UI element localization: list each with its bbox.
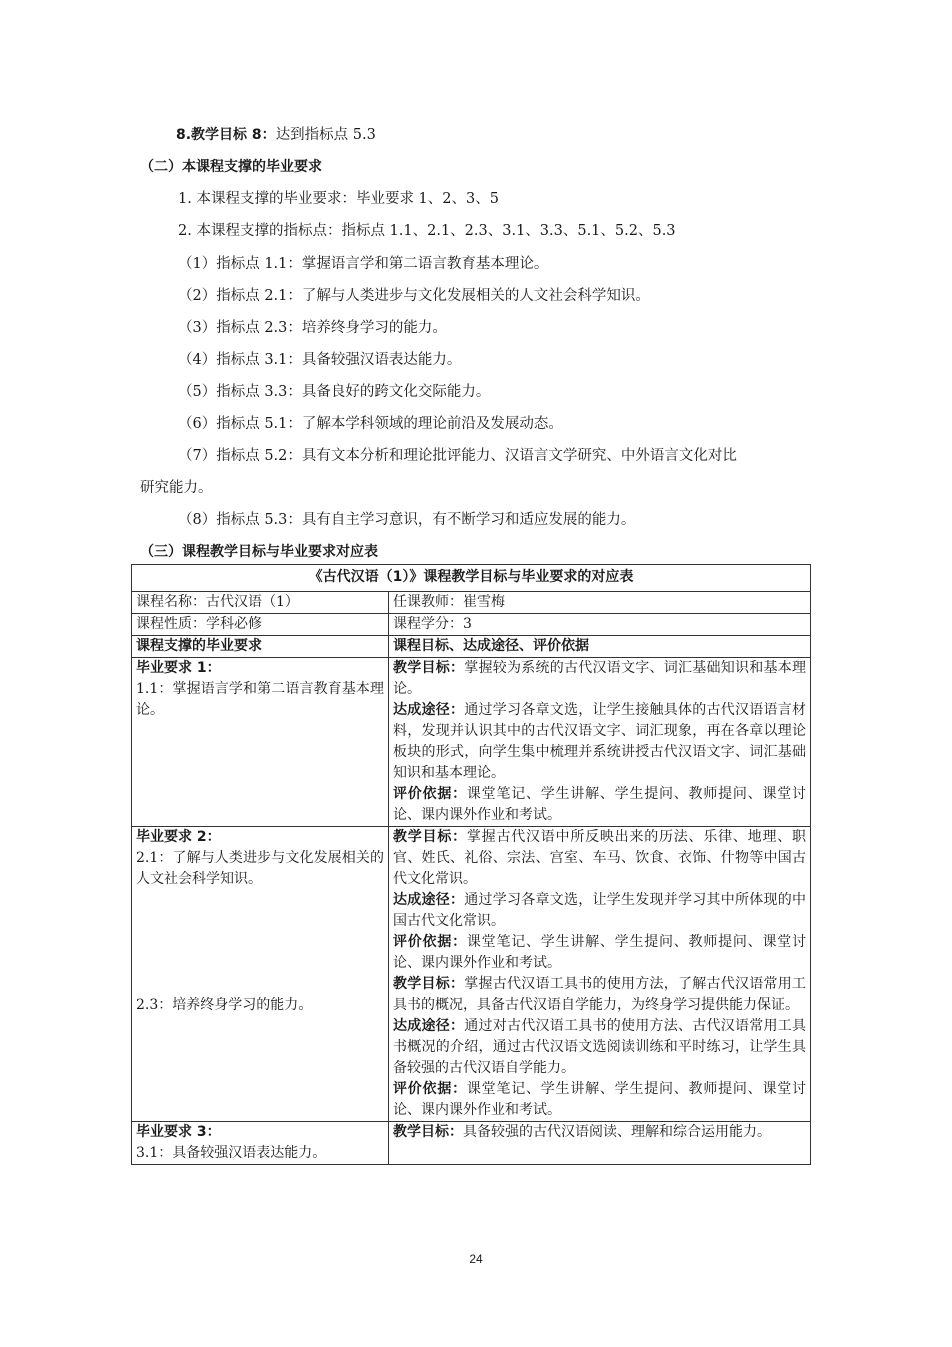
objective-paragraph	[393, 827, 806, 890]
objective-cell	[389, 827, 811, 1122]
objective-paragraph	[393, 1122, 806, 1143]
table-header-row	[132, 636, 811, 658]
eval-paragraph	[393, 932, 806, 974]
teacher: 任课教师：崔雪梅	[389, 592, 811, 614]
section-3-heading: （三）课程教学目标与毕业要求对应表	[140, 544, 378, 560]
requirement-title: 毕业要求 3：	[136, 1124, 221, 1140]
supported-indicators: 2. 本课程支撑的指标点：指标点 1.1、2.1、2.3、3.1、3.3、5.1、5.2、5.3	[178, 223, 676, 239]
goal-text: 掌握古代汉语中所反映出来的历法、乐律、地理、职官、姓氏、礼俗、宗法、宫室、车马、饮食、衣饰、什物等中国古代文化常识。	[393, 829, 807, 887]
indicator-item: （2）指标点 2.1：了解与人类进步与文化发展相关的人文社会科学知识。	[178, 288, 650, 304]
objective-8-label: 8.教学目标 8：	[176, 127, 276, 143]
goal-text: 掌握古代汉语工具书的使用方法，了解古代汉语常用工具书的概况，具备古代汉语自学能力，为终身学习提供能力保证。	[393, 976, 806, 1013]
eval-label: 评价依据：	[393, 1081, 467, 1097]
path-label: 达成途径：	[393, 702, 465, 718]
requirement-indicator: 2.1：了解与人类进步与文化发展相关的人文社会科学知识。	[136, 850, 384, 887]
table-row	[132, 658, 811, 827]
objective-paragraph	[393, 658, 806, 700]
eval-paragraph	[393, 784, 806, 826]
requirement-title: 毕业要求 2：	[136, 829, 221, 845]
requirement-cell	[132, 658, 389, 827]
page-number: 24	[469, 1252, 483, 1266]
table-caption-row	[132, 565, 811, 592]
goal-label: 教学目标：	[393, 1124, 463, 1140]
objective-cell	[389, 658, 811, 827]
objective-8	[176, 125, 376, 145]
requirement-title: 毕业要求 1：	[136, 660, 221, 676]
eval-paragraph	[393, 1079, 806, 1121]
indicator-item: （4）指标点 3.1：具备较强汉语表达能力。	[178, 352, 462, 368]
eval-text: 课堂笔记、学生讲解、学生提问、教师提问、课堂讨论、课内课外作业和考试。	[393, 934, 807, 971]
indicator-item: （5）指标点 3.3：具备良好的跨文化交际能力。	[178, 384, 491, 400]
path-paragraph	[393, 700, 806, 784]
path-label: 达成途径：	[393, 892, 465, 908]
indicator-item-continued: 研究能力。	[140, 480, 213, 496]
eval-text: 课堂笔记、学生讲解、学生提问、教师提问、课堂讨论、课内课外作业和考试。	[393, 1081, 807, 1118]
objective-cell	[389, 1122, 811, 1165]
path-text: 通过学习各章文选，让学生接触具体的古代汉语语言材料，发现并认识其中的古代汉语文字、词汇现象，再在各章以理论板块的形式，向学生集中梳理并系统讲授古代汉语文字、词汇基础知识和基本理论。	[393, 702, 806, 781]
requirement-indicator: 1.1：掌握语言学和第二语言教育基本理论。	[136, 681, 384, 718]
goal-label: 教学目标：	[393, 976, 465, 992]
requirement-indicator: 3.1：具备较强汉语表达能力。	[136, 1145, 327, 1161]
table-row	[132, 614, 811, 636]
section-2-heading: （二）本课程支撑的毕业要求	[140, 159, 322, 175]
path-paragraph	[393, 890, 806, 932]
goal-text: 掌握较为系统的古代汉语文字、词汇基础知识和基本理论。	[393, 660, 806, 697]
column-header-objectives: 课程目标、达成途径、评价依据	[389, 636, 811, 658]
indicator-item: （7）指标点 5.2：具有文本分析和理论批评能力、汉语言文学研究、中外语言文化对比	[178, 448, 737, 464]
table-row	[132, 1122, 811, 1165]
mapping-table	[131, 564, 811, 1165]
indicator-item: （6）指标点 5.1：了解本学科领域的理论前沿及发展动态。	[178, 416, 563, 432]
course-nature: 课程性质：学科必修	[132, 614, 389, 636]
indicator-item: （8）指标点 5.3：具有自主学习意识，有不断学习和适应发展的能力。	[178, 512, 636, 528]
goal-label: 教学目标：	[393, 660, 465, 676]
path-paragraph	[393, 1016, 806, 1079]
path-text: 通过学习各章文选，让学生发现并学习其中所体现的中国古代文化常识。	[393, 892, 806, 929]
path-label: 达成途径：	[393, 1018, 465, 1034]
requirement-cell	[132, 1122, 389, 1165]
column-header-requirements: 课程支撑的毕业要求	[132, 636, 389, 658]
eval-label: 评价依据：	[393, 934, 467, 950]
eval-text: 课堂笔记、学生讲解、学生提问、教师提问、课堂讨论、课内课外作业和考试。	[393, 786, 807, 823]
table-row	[132, 592, 811, 614]
eval-label: 评价依据：	[393, 786, 467, 802]
table-row	[132, 827, 811, 1122]
indicator-item: （1）指标点 1.1：掌握语言学和第二语言教育基本理论。	[178, 256, 549, 272]
course-credit: 课程学分：3	[389, 614, 811, 636]
goal-label: 教学目标：	[393, 829, 467, 845]
objective-8-text: 达到指标点 5.3	[275, 127, 376, 143]
supported-requirements: 1. 本课程支撑的毕业要求：毕业要求 1、2、3、5	[178, 191, 499, 207]
requirement-indicator: 2.3：培养终身学习的能力。	[136, 997, 313, 1013]
indicator-item: （3）指标点 2.3：培养终身学习的能力。	[178, 320, 447, 336]
table-caption: 《古代汉语（1）》课程教学目标与毕业要求的对应表	[132, 565, 811, 592]
objective-paragraph	[393, 974, 806, 1016]
path-text: 通过对古代汉语工具书的使用方法、古代汉语常用工具书概况的介绍，通过古代汉语文选阅读训练和平时练习，让学生具备较强的古代汉语自学能力。	[393, 1018, 806, 1076]
requirement-cell	[132, 827, 389, 1122]
goal-text: 具备较强的古代汉语阅读、理解和综合运用能力。	[463, 1124, 771, 1140]
course-name: 课程名称：古代汉语（1）	[132, 592, 389, 614]
